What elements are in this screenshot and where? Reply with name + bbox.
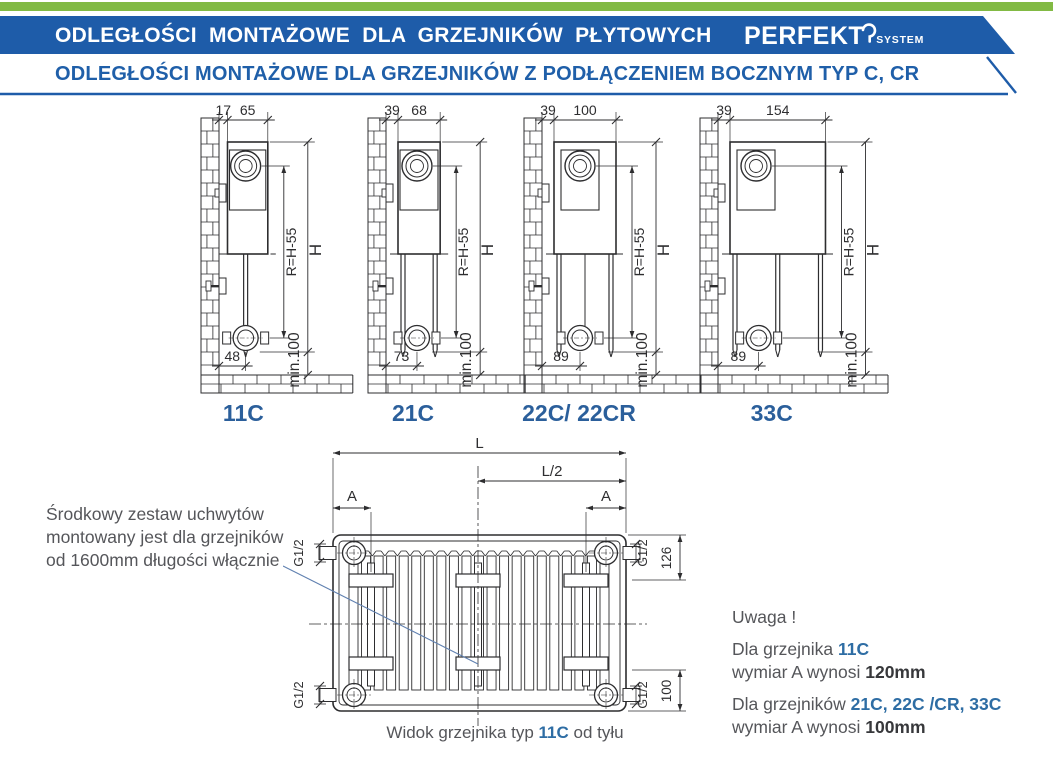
- radiator-type-label: 33C: [750, 400, 793, 426]
- side-view-diagram-33c: [692, 100, 902, 430]
- side-view-diagram-22c: [516, 100, 716, 430]
- offset-label: A: [600, 488, 612, 505]
- dim-label: H: [863, 243, 883, 257]
- dimension-value: 100mm: [865, 717, 926, 737]
- dim-label: R=H-55: [840, 227, 857, 277]
- dim-label: 48: [224, 348, 241, 364]
- dim-label: 65: [239, 102, 256, 118]
- brand-system-label: SYSTEM: [876, 34, 925, 46]
- dim-label: 68: [411, 102, 427, 118]
- dim-label: H: [305, 243, 325, 257]
- dim-label: 89: [553, 348, 569, 364]
- caption-text: od tyłu: [568, 723, 624, 742]
- thread-label: G1/2: [292, 539, 306, 567]
- bracket-dim-label: 100: [659, 679, 674, 703]
- dim-label: min.100: [458, 332, 476, 388]
- thread-label: G1/2: [292, 681, 306, 709]
- note-text: wymiar A wynosi: [732, 662, 866, 682]
- note-text: Dla grzejników: [732, 694, 851, 714]
- dim-label: 39: [716, 102, 732, 118]
- bracket-dim-label: 126: [659, 546, 674, 570]
- offset-label: A: [346, 488, 358, 505]
- left-note-line: montowany jest dla grzejników: [46, 527, 284, 547]
- dim-label: 39: [384, 102, 400, 118]
- dim-label: H: [478, 243, 498, 257]
- note-text: Dla grzejnika: [732, 639, 839, 659]
- radiator-types: 21C, 22C /CR, 33C: [850, 694, 1002, 714]
- dim-label: min.100: [843, 332, 861, 388]
- dim-label: R=H-55: [455, 227, 472, 277]
- caption-text: Widok grzejnika typ: [386, 723, 539, 742]
- note-text: wymiar A wynosi: [732, 717, 866, 737]
- thread-label: G1/2: [636, 539, 650, 567]
- half-length-label: L/2: [541, 463, 563, 480]
- back-view-caption: [325, 723, 685, 743]
- dim-label: 73: [393, 348, 410, 364]
- radiator-type-label: 22C/ 22CR: [522, 400, 636, 426]
- radiator-type-label: 11C: [222, 400, 264, 426]
- dim-label: 154: [766, 102, 790, 118]
- dim-label: 89: [730, 348, 747, 364]
- brand-name: PERFEKT: [744, 22, 865, 50]
- note-paragraph-others: [732, 693, 1022, 739]
- brand-swoosh-icon: [861, 21, 877, 48]
- dimension-value: 120mm: [865, 662, 926, 682]
- page-title: ODLEGŁOŚCI MONTAŻOWE DLA GRZEJNIKÓW PŁYTOWYCH: [55, 24, 712, 47]
- dim-label: R=H-55: [282, 227, 299, 277]
- left-note-line: od 1600mm długości włącznie: [46, 550, 280, 570]
- radiator-type: 11C: [538, 723, 569, 742]
- dim-label: R=H-55: [631, 227, 647, 277]
- left-note: [46, 503, 316, 572]
- dim-label: H: [654, 243, 673, 257]
- right-note: [732, 606, 1022, 739]
- thread-label: G1/2: [636, 681, 650, 709]
- dim-label: 17: [215, 102, 232, 118]
- length-label: L: [475, 438, 484, 452]
- note-title: Uwaga !: [732, 607, 797, 627]
- left-note-line: Środkowy zestaw uchwytów: [46, 504, 264, 524]
- radiator-type: 11C: [838, 639, 870, 659]
- dim-label: 100: [573, 102, 597, 118]
- note-paragraph-11c: [732, 638, 1022, 684]
- dim-label: min.100: [634, 332, 651, 388]
- page-subtitle: ODLEGŁOŚCI MONTAŻOWE DLA GRZEJNIKÓW Z PODŁĄCZENIEM BOCZNYM TYP C, CR: [55, 63, 920, 85]
- brand-logo: [744, 21, 924, 49]
- radiator-type-label: 21C: [391, 400, 435, 426]
- dim-label: min.100: [285, 332, 303, 388]
- dim-label: 39: [540, 102, 556, 118]
- back-view-diagram: [283, 438, 713, 738]
